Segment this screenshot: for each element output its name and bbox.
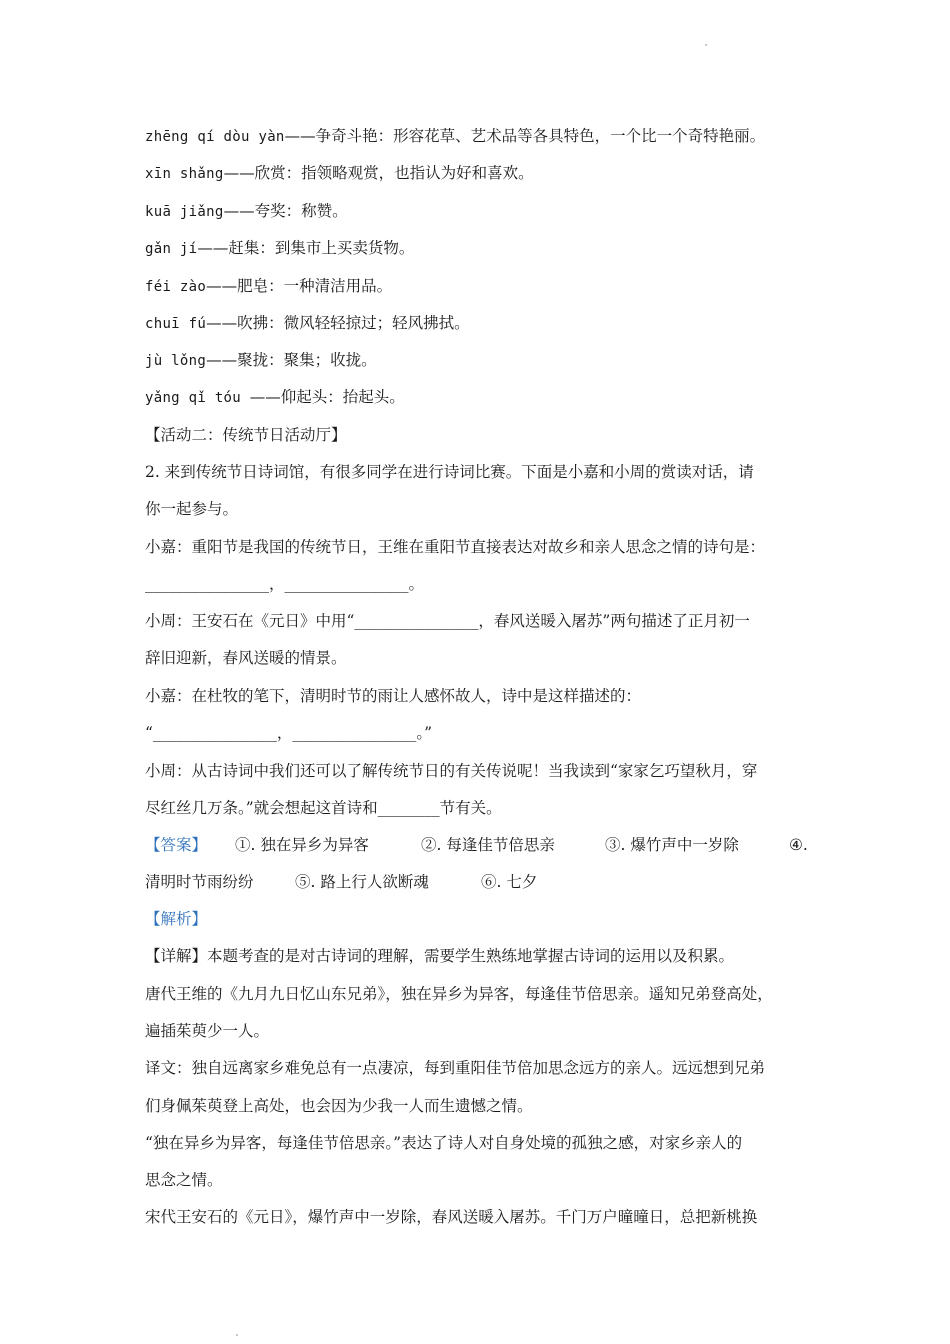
dialogue-3: 小嘉：在杜牧的笔下，清明时节的雨让人感怀故人，诗中是这样描述的： <box>145 687 642 705</box>
answer-item-3: ③. 爆竹声中一岁除 <box>605 836 739 854</box>
vocab-line-1 <box>145 126 765 147</box>
answer-item-4-num: ④. <box>789 836 808 854</box>
analysis-para-3-cont: 们身佩茱萸登上高处，也会因为少我一人而生遗憾之情。 <box>145 1097 533 1115</box>
vocab-line-2 <box>145 163 534 184</box>
dialogue-2-cont: 辞旧迎新，春风送暖的情景。 <box>145 649 347 667</box>
answer-item-4: 清明时节雨纷纷 <box>145 873 254 891</box>
pinyin: féi zào <box>145 279 207 295</box>
answer-item-5: ⑤. 路上行人欲断魂 <box>295 873 429 891</box>
page-bottom-mark <box>236 1334 238 1336</box>
question-line-1: 2. 来到传统节日诗词馆，有很多同学在进行诗词比赛。下面是小嘉和小周的赏读对话，请 <box>145 463 754 481</box>
vocab-line-8 <box>145 387 405 408</box>
vocab-line-7 <box>145 350 377 371</box>
analysis-para-4: “独在异乡为异客，每逢佳节倍思亲。”表达了诗人对自身处境的孤独之感，对家乡亲人的 <box>145 1134 743 1152</box>
pinyin: yǎng qǐ tóu <box>145 390 250 406</box>
pinyin: jù lǒng <box>145 353 207 369</box>
pinyin: zhēng qí dòu yàn <box>145 129 285 145</box>
dialogue-4: 小周：从古诗词中我们还可以了解传统节日的有关传说呢！当我读到“家家乞巧望秋月，穿 <box>145 762 758 780</box>
pinyin: chuī fú <box>145 316 207 332</box>
definition: ——吹拂：微风轻轻掠过；轻风拂拭。 <box>206 314 470 332</box>
dialogue-2: 小周：王安石在《元日》中用“________________，春风送暖入屠苏”两句描述了正月初一 <box>145 612 750 630</box>
dialogue-1: 小嘉：重阳节是我国的传统节日，王维在重阳节直接表达对故乡和亲人思念之情的诗句是： <box>145 538 766 556</box>
page-corner-mark <box>705 44 707 46</box>
dialogue-4-cont: 尽红丝几万条。”就会想起这首诗和________节有关。 <box>145 799 502 817</box>
analysis-para-4-cont: 思念之情。 <box>145 1171 223 1189</box>
vocab-line-3 <box>145 201 348 222</box>
analysis-para-5: 宋代王安石的《元日》，爆竹声中一岁除，春风送暖入屠苏。千门万户曈曈日，总把新桃换 <box>145 1208 758 1226</box>
answer-label: 【答案】 <box>145 836 208 854</box>
activity-title: 【活动二：传统节日活动厅】 <box>145 426 347 444</box>
answer-item-1: ①. 独在异乡为异客 <box>235 836 369 854</box>
analysis-para-1: 【详解】本题考查的是对古诗词的理解，需要学生熟练地掌握古诗词的运用以及积累。 <box>145 947 735 965</box>
definition: ——肥皂：一种清洁用品。 <box>206 277 393 295</box>
pinyin: kuā jiǎng <box>145 204 224 220</box>
analysis-label: 【解析】 <box>145 910 208 928</box>
vocab-line-6 <box>145 313 470 334</box>
question-line-2: 你一起参与。 <box>145 500 239 518</box>
definition: ——仰起头：抬起头。 <box>249 388 405 406</box>
definition: ——赶集：到集市上买卖货物。 <box>197 239 415 257</box>
answer-item-2: ②. 每逢佳节倍思亲 <box>421 836 555 854</box>
analysis-para-2: 唐代王维的《九月九日忆山东兄弟》，独在异乡为异客，每逢佳节倍思亲。遥知兄弟登高处， <box>145 985 773 1003</box>
dialogue-3-blanks: “________________，________________。” <box>145 724 433 742</box>
pinyin: xīn shǎng <box>145 166 224 182</box>
vocab-line-4 <box>145 238 414 259</box>
pinyin: gǎn jí <box>145 241 198 257</box>
analysis-para-3: 译文：独自远离家乡难免总有一点凄凉，每到重阳佳节倍加思念远方的亲人。远远想到兄弟 <box>145 1059 766 1077</box>
dialogue-1-blanks: ________________，________________。 <box>145 575 425 593</box>
definition: ——夸奖：称赞。 <box>223 202 348 220</box>
vocab-line-5 <box>145 276 392 297</box>
definition: ——聚拢：聚集；收拢。 <box>206 351 377 369</box>
definition: ——欣赏：指领略观赏，也指认为好和喜欢。 <box>223 164 534 182</box>
definition: ——争奇斗艳：形容花草、艺术品等各具特色，一个比一个奇特艳丽。 <box>284 127 766 145</box>
analysis-para-2-cont: 遍插茱萸少一人。 <box>145 1022 270 1040</box>
answer-item-6: ⑥. 七夕 <box>481 873 538 891</box>
